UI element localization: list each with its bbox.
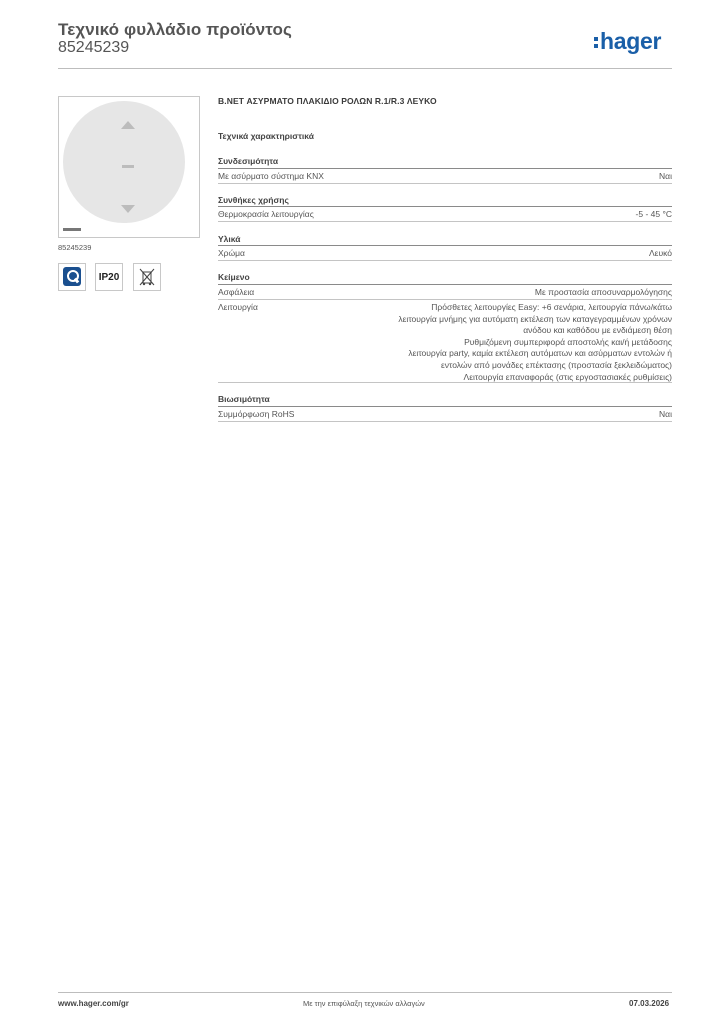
stop-dash-icon bbox=[122, 165, 134, 168]
product-code: 85245239 bbox=[58, 39, 130, 56]
row-divider bbox=[218, 299, 672, 300]
arrow-up-icon bbox=[121, 121, 135, 129]
quality-q-icon bbox=[58, 263, 86, 291]
page-title: Τεχνικό φυλλάδιο προϊόντος bbox=[58, 20, 292, 39]
spec-value-multiline bbox=[398, 302, 672, 383]
section-divider bbox=[218, 245, 672, 246]
spec-value: Ναι bbox=[659, 171, 672, 181]
spec-label: Συμμόρφωση RoHS bbox=[218, 409, 295, 419]
section-divider bbox=[218, 206, 672, 207]
spec-value-line: λειτουργία μνήμης για αυτόματη εκτέλεση των καταγεγραμμένων χρόνων bbox=[398, 313, 672, 324]
roller-shutter-switch-disc bbox=[63, 101, 185, 223]
section-divider bbox=[218, 406, 672, 407]
spec-value-line: Πρόσθετες λειτουργίες Easy: +6 σενάρια, λειτουργία πάνω/κάτω bbox=[431, 302, 672, 312]
section-divider bbox=[218, 284, 672, 285]
ip-rating-badge: IP20 bbox=[95, 263, 123, 291]
row-divider bbox=[218, 221, 672, 222]
image-caption-code: 85245239 bbox=[58, 243, 92, 252]
spec-value-line: εντολών από μονάδες επέκτασης (προστασία ξεκλειδώματος) bbox=[440, 359, 672, 370]
product-name: B.NET ΑΣΥΡΜΑΤΟ ΠΛΑΚΙΔΙΟ ΡΟΛΩΝ R.1/R.3 ΛΕΥΚΟ bbox=[218, 96, 437, 106]
spec-label: Λειτουργία bbox=[218, 302, 258, 312]
logo-text: hager bbox=[600, 28, 662, 54]
footer-note: Με την επιφύλαξη τεχνικών αλλαγών bbox=[303, 999, 425, 1008]
spec-heading: Τεχνικά χαρακτηριστικά bbox=[218, 131, 314, 141]
footer-date: 07.03.2026 bbox=[629, 999, 670, 1008]
row-divider bbox=[218, 183, 672, 184]
spec-value-line: ανόδου και καθόδου με ενδιάμεση θέση bbox=[523, 325, 672, 336]
spec-value: Με προστασία αποσυναρμολόγησης bbox=[534, 287, 672, 297]
row-divider bbox=[218, 421, 672, 422]
header-divider bbox=[58, 68, 672, 69]
arrow-down-icon bbox=[121, 205, 135, 213]
scale-icon bbox=[63, 228, 81, 231]
spec-label: Χρώμα bbox=[218, 248, 245, 258]
hager-logo[interactable] bbox=[594, 28, 661, 55]
spec-value: -5 - 45 °C bbox=[635, 209, 672, 219]
spec-value-line: Λειτουργία επαναφοράς (στις εργοστασιακές ρυθμίσεις) bbox=[463, 371, 672, 382]
spec-value-line: Ρυθμιζόμενη συμπεριφορά αποστολής και/ή μετάδοσης bbox=[464, 336, 672, 347]
disposal-icon bbox=[133, 263, 161, 291]
spec-value: Λευκό bbox=[649, 248, 672, 258]
section-divider bbox=[218, 168, 672, 169]
section-title-usage: Συνθήκες χρήσης bbox=[218, 195, 289, 205]
spec-value: Ναι bbox=[659, 409, 672, 419]
section-title-sustainability: Βιωσιμότητα bbox=[218, 394, 270, 404]
logo-colon-icon bbox=[594, 34, 598, 51]
section-title-text: Κείμενο bbox=[218, 272, 250, 282]
spec-label: Ασφάλεια bbox=[218, 287, 255, 297]
spec-row-function bbox=[218, 302, 672, 382]
footer-divider bbox=[58, 992, 672, 993]
spec-value-line: λειτουργία party, καμία εκτέλεση αυτόματων και ασύρματων εντολών ή bbox=[408, 348, 672, 359]
section-title-connectivity: Συνδεσιμότητα bbox=[218, 156, 279, 166]
product-image bbox=[58, 96, 200, 238]
footer-website-link[interactable]: www.hager.com/gr bbox=[58, 999, 129, 1008]
row-divider bbox=[218, 260, 672, 261]
spec-label: Με ασύρματο σύστημα KNX bbox=[218, 171, 324, 181]
section-title-materials: Υλικά bbox=[218, 234, 241, 244]
spec-label: Θερμοκρασία λειτουργίας bbox=[218, 209, 314, 219]
row-divider bbox=[218, 382, 672, 383]
